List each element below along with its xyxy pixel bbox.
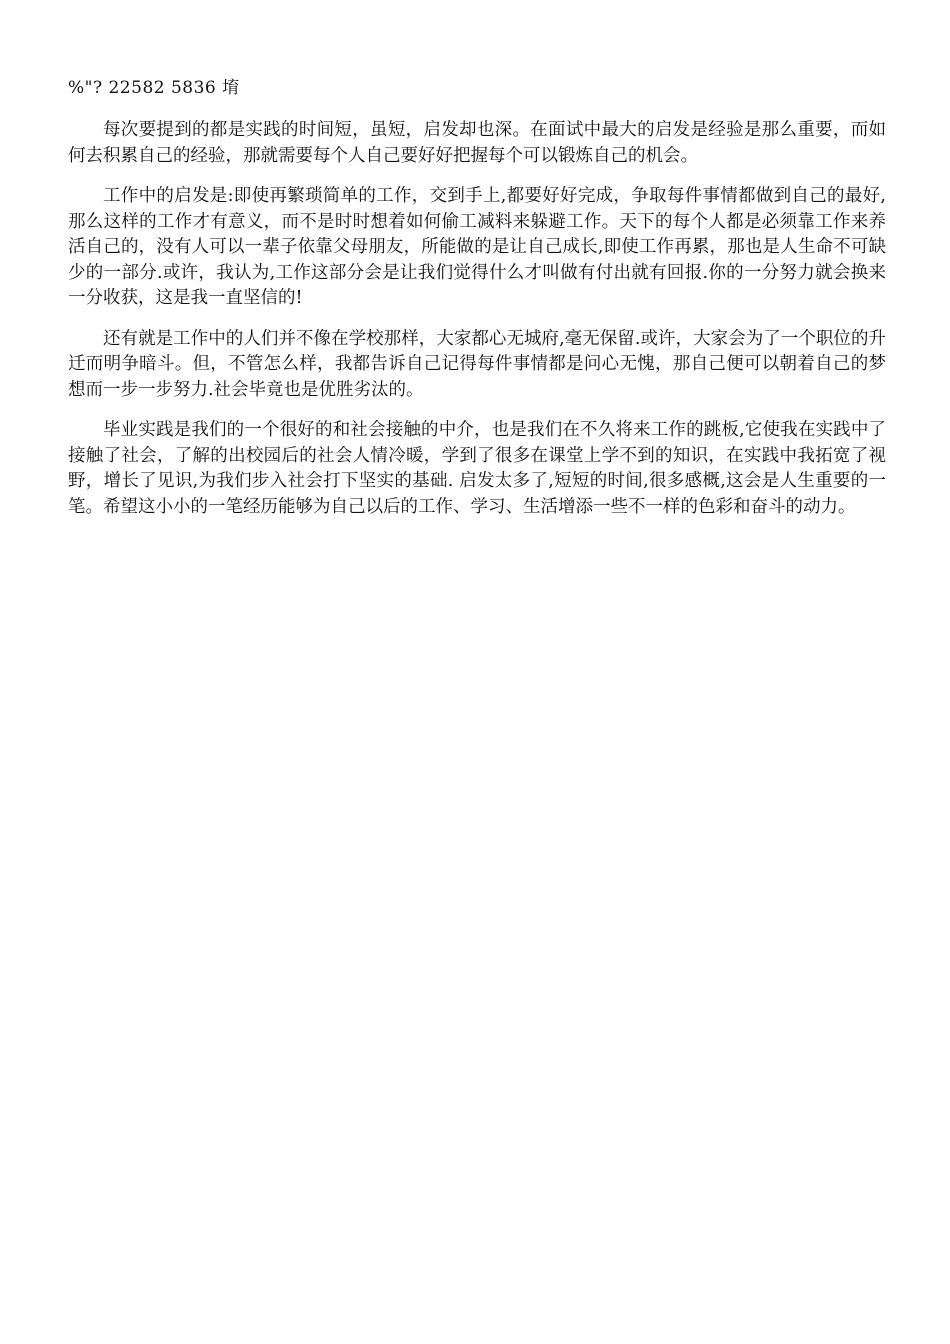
paragraph-4: 毕业实践是我们的一个很好的和社会接触的中介，也是我们在不久将来工作的跳板,它使我在实践中了接触了社会，了解的出校园后的社会人情冷暖，学到了很多在课堂上学不到的知识，在实践中我拓宽了视野，增长了见识,为我们步入社会打下坚实的基础. 启发太多了,短短的时间,很多感概,这会是人生重要的一笔。希望这小小的一笔经历能够为自己以后的工作、学习、生活增添一些不一样的色彩和奋斗的动力。 xyxy=(68,420,886,517)
header-line: %"? 22582 5836 堉 xyxy=(68,78,240,98)
paragraph-3: 还有就是工作中的人们并不像在学校那样，大家都心无城府,毫无保留.或许，大家会为了一个职位的升迁而明争暗斗。但，不管怎么样，我都告诉自己记得每件事情都是问心无愧，那自己便可以朝着自己的梦想而一步一步努力.社会毕竟也是优胜劣汰的。 xyxy=(68,328,886,400)
document-page xyxy=(68,76,886,535)
paragraph-2: 工作中的启发是:即使再繁琐简单的工作，交到手上,都要好好完成，争取每件事情都做到自己的最好,那么这样的工作才有意义，而不是时时想着如何偷工减料来躲避工作。天下的每个人都是必须靠工作来养活自己的，没有人可以一辈子依靠父母朋友，所能做的是让自己成长,即使工作再累，那也是人生命不可缺少的一部分.或许，我认为,工作这部分会是让我们觉得什么才叫做有付出就有回报.你的一分努力就会换来一分收获，这是我一直坚信的! xyxy=(68,186,886,308)
paragraph-1: 每次要提到的都是实践的时间短，虽短，启发却也深。在面试中最大的启发是经验是那么重要，而如何去积累自己的经验，那就需要每个人自己要好好把握每个可以锻炼自己的机会。 xyxy=(68,120,886,166)
